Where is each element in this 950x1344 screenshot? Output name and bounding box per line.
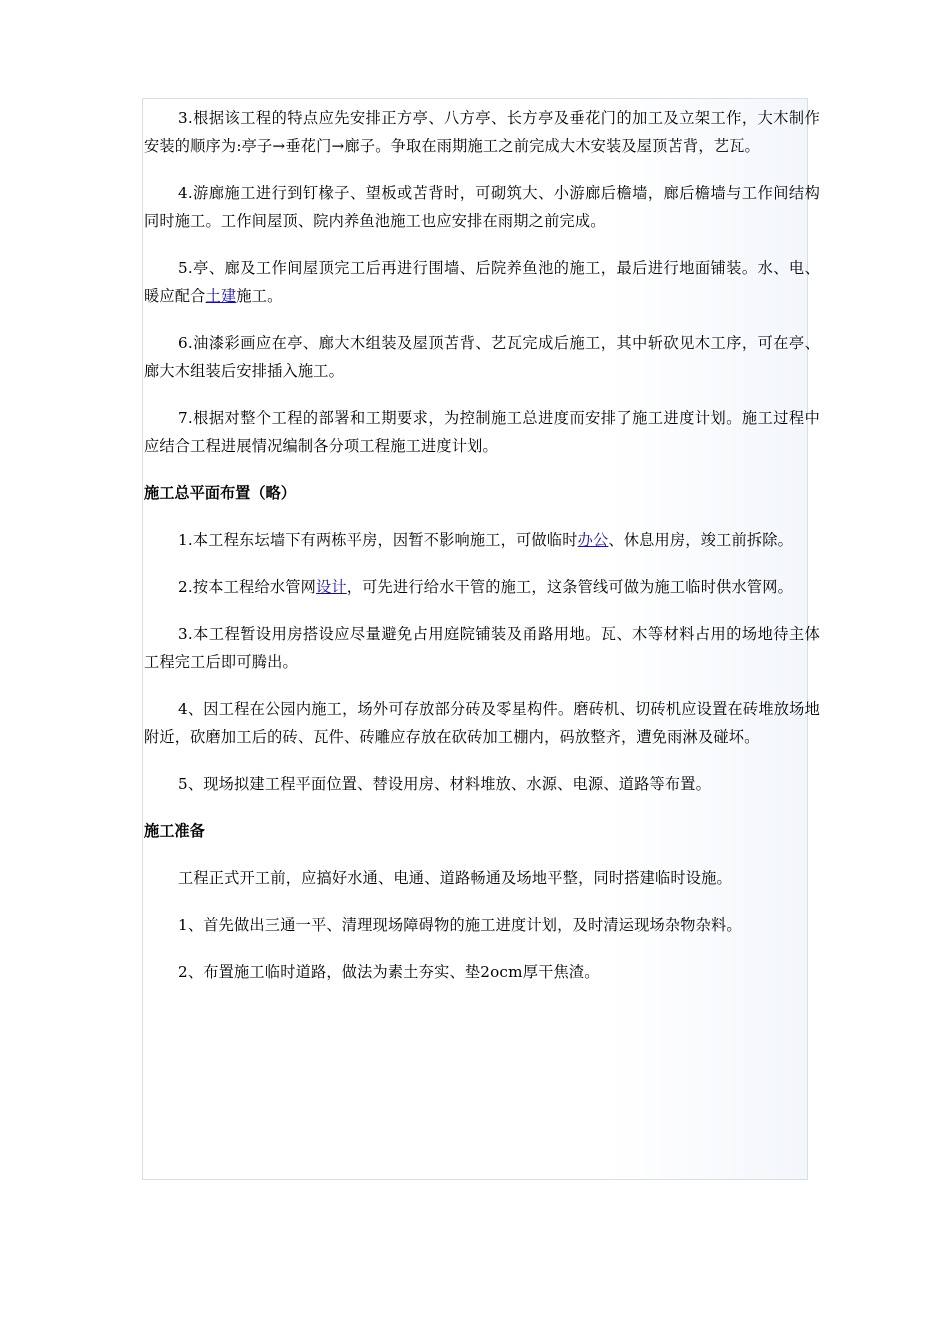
paragraph-item-3: 3.根据该工程的特点应先安排正方亭、八方亭、长方亭及垂花门的加工及立架工作，大木制作安装的顺序为:亭子→垂花门→廊子。争取在雨期施工之前完成大木安装及屋顶苫背，艺瓦。 bbox=[144, 109, 820, 155]
paragraph-item-5 bbox=[144, 254, 820, 310]
layout-item-3: 3.本工程暂设用房搭设应尽量避免占用庭院铺装及甬路用地。瓦、木等材料占用的场地待主体工程完工后即可腾出。 bbox=[144, 625, 820, 671]
paragraph-text: 2.按本工程给水管网 bbox=[178, 578, 316, 596]
section-heading-preparation: 施工准备 bbox=[144, 822, 205, 840]
paragraph-text: 5.亭、廊及工作间屋顶完工后再进行围墙、后院养鱼池的施工，最后进行地面铺装。水、电、暖应配合 bbox=[144, 259, 820, 305]
document-body bbox=[144, 104, 820, 1005]
section-heading-layout: 施工总平面布置（略） bbox=[144, 484, 296, 502]
layout-item-5: 5、现场拟建工程平面位置、替设用房、材料堆放、水源、电源、道路等布置。 bbox=[178, 775, 712, 793]
paragraph-text: 施工。 bbox=[236, 287, 283, 305]
link-sheji[interactable]: 设计 bbox=[316, 578, 347, 596]
layout-item-2 bbox=[144, 573, 820, 601]
layout-item-4: 4、因工程在公园内施工，场外可存放部分砖及零星构件。磨砖机、切砖机应设置在砖堆放场地附近，砍磨加工后的砖、瓦件、砖雕应存放在砍砖加工棚内，码放整齐，遭免雨淋及碰坏。 bbox=[144, 700, 820, 746]
layout-item-1 bbox=[144, 526, 820, 554]
preparation-intro: 工程正式开工前，应搞好水通、电通、道路畅通及场地平整，同时搭建临时设施。 bbox=[178, 869, 732, 887]
paragraph-item-7: 7.根据对整个工程的部署和工期要求，为控制施工总进度而安排了施工进度计划。施工过程中应结合工程进展情况编制各分项工程施工进度计划。 bbox=[144, 409, 820, 455]
paragraph-item-6: 6.油漆彩画应在亭、廊大木组装及屋顶苫背、艺瓦完成后施工，其中斩砍见木工序，可在亭、廊大木组装后安排插入施工。 bbox=[144, 334, 820, 380]
paragraph-text: 、休息用房，竣工前拆除。 bbox=[608, 531, 794, 549]
paragraph-item-4: 4.游廊施工进行到钉椽子、望板或苫背时，可砌筑大、小游廊后檐墙，廊后檐墙与工作间结构同时施工。工作间屋顶、院内养鱼池施工也应安排在雨期之前完成。 bbox=[144, 184, 820, 230]
paragraph-text: ，可先进行给水干管的施工，这条管线可做为施工临时供水管网。 bbox=[346, 578, 794, 596]
preparation-item-2: 2、布置施工临时道路，做法为素土夯实、垫2ocm厚干焦渣。 bbox=[178, 963, 600, 981]
link-tujian[interactable]: 土建 bbox=[205, 287, 237, 305]
link-bangong[interactable]: 办公 bbox=[577, 531, 609, 549]
preparation-item-1: 1、首先做出三通一平、清理现场障碍物的施工进度计划，及时清运现场杂物杂料。 bbox=[178, 916, 742, 934]
paragraph-text: 1.本工程东坛墙下有两栋平房，因暂不影响施工，可做临时 bbox=[178, 531, 578, 549]
